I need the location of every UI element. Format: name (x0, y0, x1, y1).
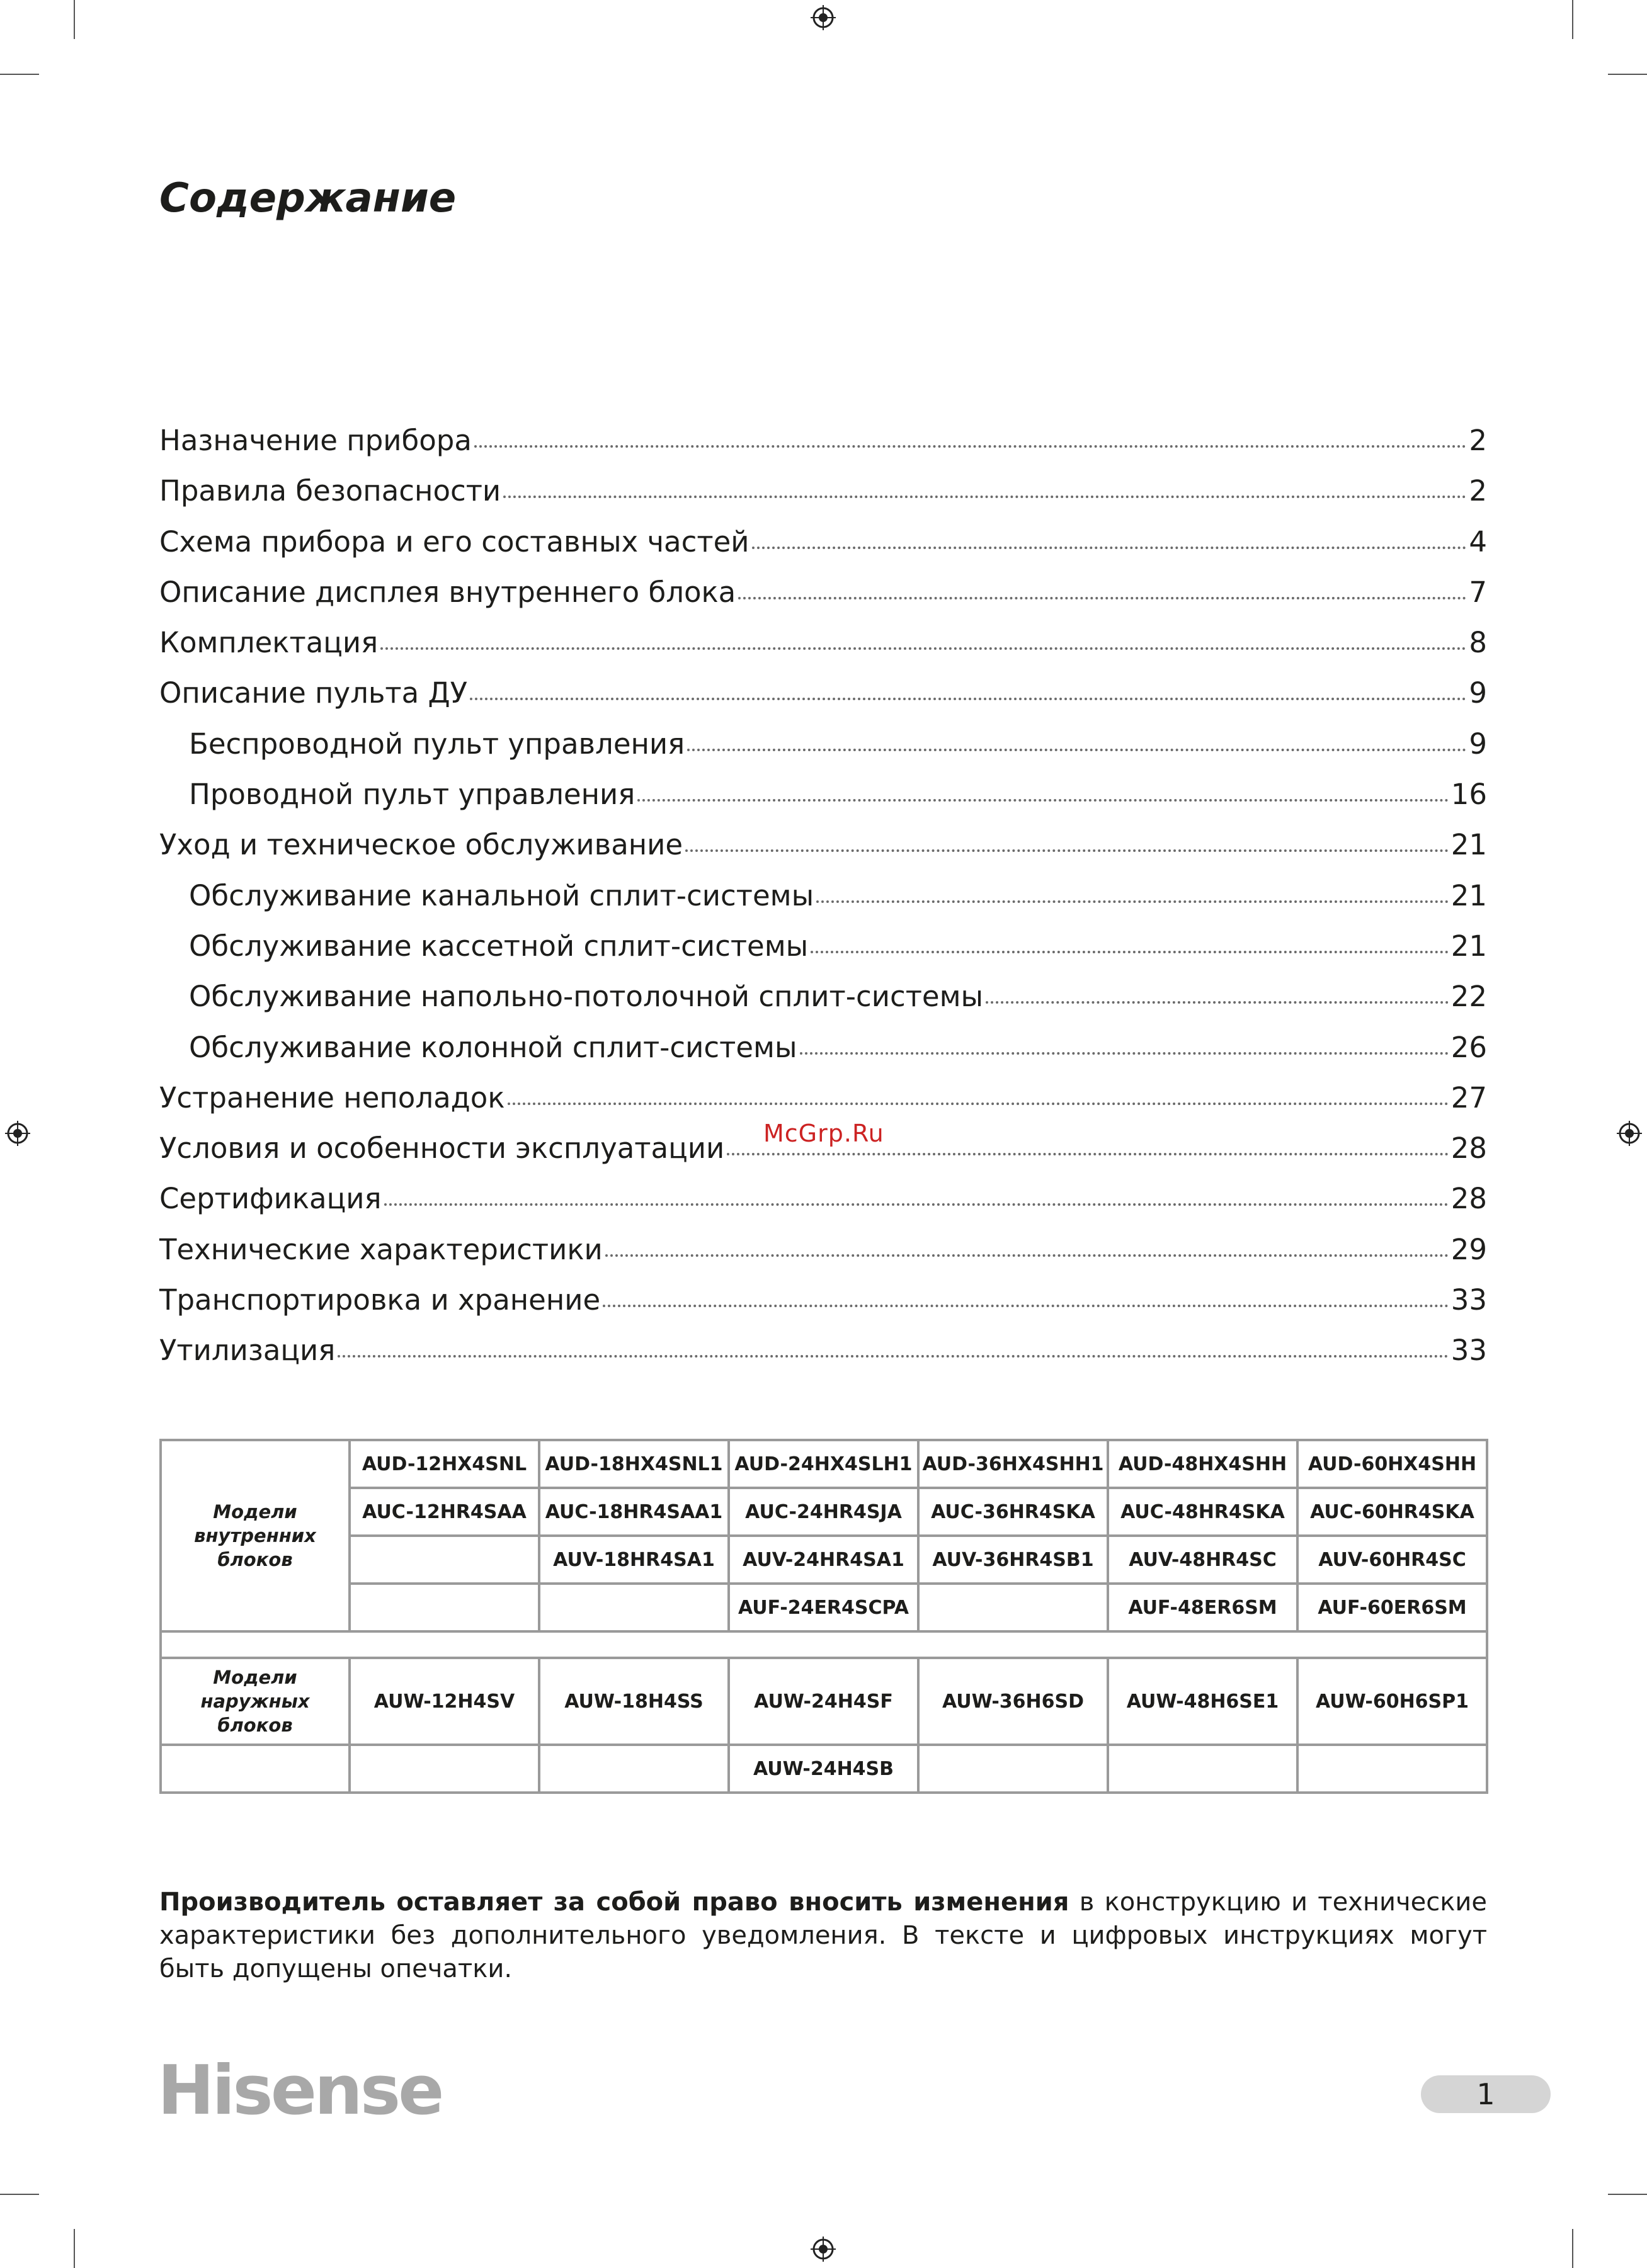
toc-entry[interactable] (159, 668, 1487, 718)
toc-entry-label: Обслуживание канальной сплит-системы (189, 878, 814, 912)
table-cell: AUC-48HR4SKA (1108, 1488, 1297, 1536)
toc-leader-dots (687, 748, 1466, 751)
toc-leader-dots (603, 1304, 1449, 1307)
toc-entry-page: 22 (1450, 980, 1487, 1014)
table-cell: AUF-48ER6SM (1108, 1584, 1297, 1631)
crop-mark (1572, 0, 1573, 39)
toc-entry[interactable] (159, 1275, 1487, 1325)
table-cell (350, 1745, 539, 1793)
toc-leader-dots (470, 697, 1466, 700)
toc-entry[interactable] (159, 769, 1487, 820)
table-cell (1108, 1745, 1297, 1793)
table-cell: AUV-36HR4SB1 (918, 1536, 1108, 1584)
toc-entry-label: Обслуживание колонной сплит-системы (189, 1030, 797, 1064)
table-cell (539, 1584, 729, 1631)
toc-entry-page: 33 (1450, 1283, 1487, 1317)
table-cell: AUW-48H6SE1 (1108, 1658, 1297, 1745)
toc-entry[interactable] (159, 466, 1487, 516)
toc-entry[interactable] (159, 972, 1487, 1022)
brand-logo: Hisense (157, 2051, 442, 2130)
table-cell (350, 1584, 539, 1631)
toc-leader-dots (752, 546, 1467, 549)
toc-entry-page: 21 (1450, 828, 1487, 862)
crop-mark (0, 74, 39, 75)
toc-entry-label: Обслуживание напольно-потолочной сплит-системы (189, 980, 984, 1014)
disclaimer-bold: Производитель оставляет за собой право вносить изменения (159, 1888, 1069, 1917)
toc-entry[interactable] (159, 1073, 1487, 1123)
table-cell: AUW-36H6SD (918, 1658, 1108, 1745)
toc-leader-dots (474, 445, 1466, 448)
toc-entry-page: 4 (1469, 524, 1487, 558)
toc-entry-label: Условия и особенности эксплуатации (159, 1131, 725, 1165)
table-cell: AUD-24HX4SLH1 (729, 1440, 918, 1488)
table-cell: AUW-12H4SV (350, 1658, 539, 1745)
registration-mark-icon (811, 2237, 836, 2262)
table-cell: AUF-60ER6SM (1297, 1584, 1487, 1631)
toc-entry-page: 28 (1450, 1182, 1487, 1216)
table-cell: AUD-12HX4SNL (350, 1440, 539, 1488)
toc-leader-dots (637, 798, 1448, 802)
table-cell: AUV-60HR4SC (1297, 1536, 1487, 1584)
toc-leader-dots (338, 1354, 1448, 1358)
toc-entry[interactable] (159, 1325, 1487, 1376)
toc-leader-dots (800, 1052, 1449, 1055)
toc-entry-label: Транспортировка и хранение (159, 1283, 601, 1317)
registration-mark-icon (5, 1121, 30, 1146)
toc-leader-dots (727, 1152, 1449, 1155)
table-cell: AUV-24HR4SA1 (729, 1536, 918, 1584)
registration-mark-icon (1617, 1121, 1642, 1146)
outdoor-models-label: Модели наружных блоков (161, 1658, 350, 1745)
table-cell: AUC-36HR4SKA (918, 1488, 1108, 1536)
table-cell: AUD-36HX4SHH1 (918, 1440, 1108, 1488)
toc-leader-dots (816, 900, 1449, 903)
toc-entry-label: Схема прибора и его составных частей (159, 524, 749, 558)
toc-entry[interactable] (159, 1225, 1487, 1275)
toc-leader-dots (605, 1254, 1449, 1257)
toc-entry-page: 16 (1450, 778, 1487, 812)
crop-mark (0, 2194, 39, 2195)
toc-entry-label: Обслуживание кассетной сплит-системы (189, 929, 809, 963)
crop-mark (74, 0, 75, 39)
disclaimer-paragraph (159, 1886, 1487, 1986)
table-cell: AUW-18H4SS (539, 1658, 729, 1745)
toc-entry-page: 21 (1450, 878, 1487, 912)
toc-entry[interactable] (159, 567, 1487, 618)
crop-mark (74, 2229, 75, 2268)
toc-leader-dots (508, 1102, 1449, 1105)
table-cell (918, 1745, 1108, 1793)
toc-entry[interactable] (159, 1023, 1487, 1073)
crop-mark (1608, 74, 1647, 75)
table-cell: AUC-60HR4SKA (1297, 1488, 1487, 1536)
table-cell: AUF-24ER4SCPA (729, 1584, 918, 1631)
disclaimer-text: в конструкцию и технические характеристики без дополнительного уведомления. В тексте и цифровых инструкциях могут быть допущены опечатки. (159, 1888, 1488, 1983)
table-cell: AUC-12HR4SAA (350, 1488, 539, 1536)
toc-entry-label: Проводной пульт управления (189, 778, 635, 812)
page-title: Содержание (159, 175, 457, 222)
toc-leader-dots (811, 950, 1449, 953)
table-cell: AUW-24H4SB (729, 1745, 918, 1793)
toc-leader-dots (380, 647, 1466, 650)
table-cell (539, 1745, 729, 1793)
table-spacer-row (161, 1631, 1487, 1658)
table-cell (350, 1536, 539, 1584)
toc-entry-page: 28 (1450, 1131, 1487, 1165)
toc-leader-dots (503, 495, 1466, 498)
toc-entry-page: 33 (1450, 1334, 1487, 1368)
toc-leader-dots (738, 596, 1466, 599)
table-cell: AUD-48HX4SHH (1108, 1440, 1297, 1488)
toc-entry[interactable] (159, 921, 1487, 972)
table-cell: AUW-24H4SF (729, 1658, 918, 1745)
toc-entry-page: 9 (1469, 676, 1487, 710)
toc-entry-page: 2 (1469, 474, 1487, 508)
toc-entry[interactable] (159, 719, 1487, 769)
toc-entry[interactable] (159, 416, 1487, 466)
toc-entry-page: 26 (1450, 1030, 1487, 1064)
toc-entry-label: Описание дисплея внутреннего блока (159, 575, 736, 609)
watermark: McGrp.Ru (763, 1120, 884, 1147)
models-table (159, 1439, 1488, 1794)
toc-entry-label: Беспроводной пульт управления (189, 727, 685, 761)
toc-entry-label: Комплектация (159, 626, 379, 660)
toc-leader-dots (384, 1203, 1449, 1206)
toc-entry[interactable] (159, 871, 1487, 921)
toc-leader-dots (986, 1001, 1449, 1004)
indoor-models-label: Модели внутренних блоков (161, 1440, 350, 1631)
table-cell: AUV-48HR4SC (1108, 1536, 1297, 1584)
toc-entry-page: 7 (1469, 575, 1487, 609)
toc-entry-page: 21 (1450, 929, 1487, 963)
crop-mark (1572, 2229, 1573, 2268)
toc-entry-label: Сертификация (159, 1182, 382, 1216)
toc-entry[interactable] (159, 517, 1487, 567)
table-cell: AUC-18HR4SAA1 (539, 1488, 729, 1536)
toc-entry[interactable] (159, 820, 1487, 870)
toc-entry-page: 8 (1469, 626, 1487, 660)
toc-entry-label: Назначение прибора (159, 424, 472, 457)
table-of-contents (159, 416, 1487, 1376)
toc-entry-page: 9 (1469, 727, 1487, 761)
registration-mark-icon (811, 5, 836, 30)
toc-entry-page: 29 (1450, 1232, 1487, 1266)
table-cell: AUV-18HR4SA1 (539, 1536, 729, 1584)
toc-entry-label: Технические характеристики (159, 1232, 603, 1266)
page-number: 1 (1421, 2075, 1551, 2113)
table-cell (1297, 1745, 1487, 1793)
toc-entry[interactable] (159, 618, 1487, 668)
toc-entry-label: Утилизация (159, 1334, 336, 1368)
toc-entry-label: Уход и техническое обслуживание (159, 828, 683, 862)
table-cell (918, 1584, 1108, 1631)
toc-entry-label: Правила безопасности (159, 474, 501, 508)
table-cell: AUC-24HR4SJA (729, 1488, 918, 1536)
toc-entry-page: 27 (1450, 1080, 1487, 1114)
toc-entry-label: Описание пульта ДУ (159, 676, 468, 710)
table-cell: AUW-60H6SP1 (1297, 1658, 1487, 1745)
toc-entry-page: 2 (1469, 424, 1487, 457)
toc-entry-label: Устранение неполадок (159, 1080, 505, 1114)
crop-mark (1608, 2194, 1647, 2195)
table-cell: AUD-18HX4SNL1 (539, 1440, 729, 1488)
toc-entry[interactable] (159, 1174, 1487, 1224)
toc-leader-dots (685, 849, 1449, 852)
table-cell (161, 1745, 350, 1793)
table-cell: AUD-60HX4SHH (1297, 1440, 1487, 1488)
